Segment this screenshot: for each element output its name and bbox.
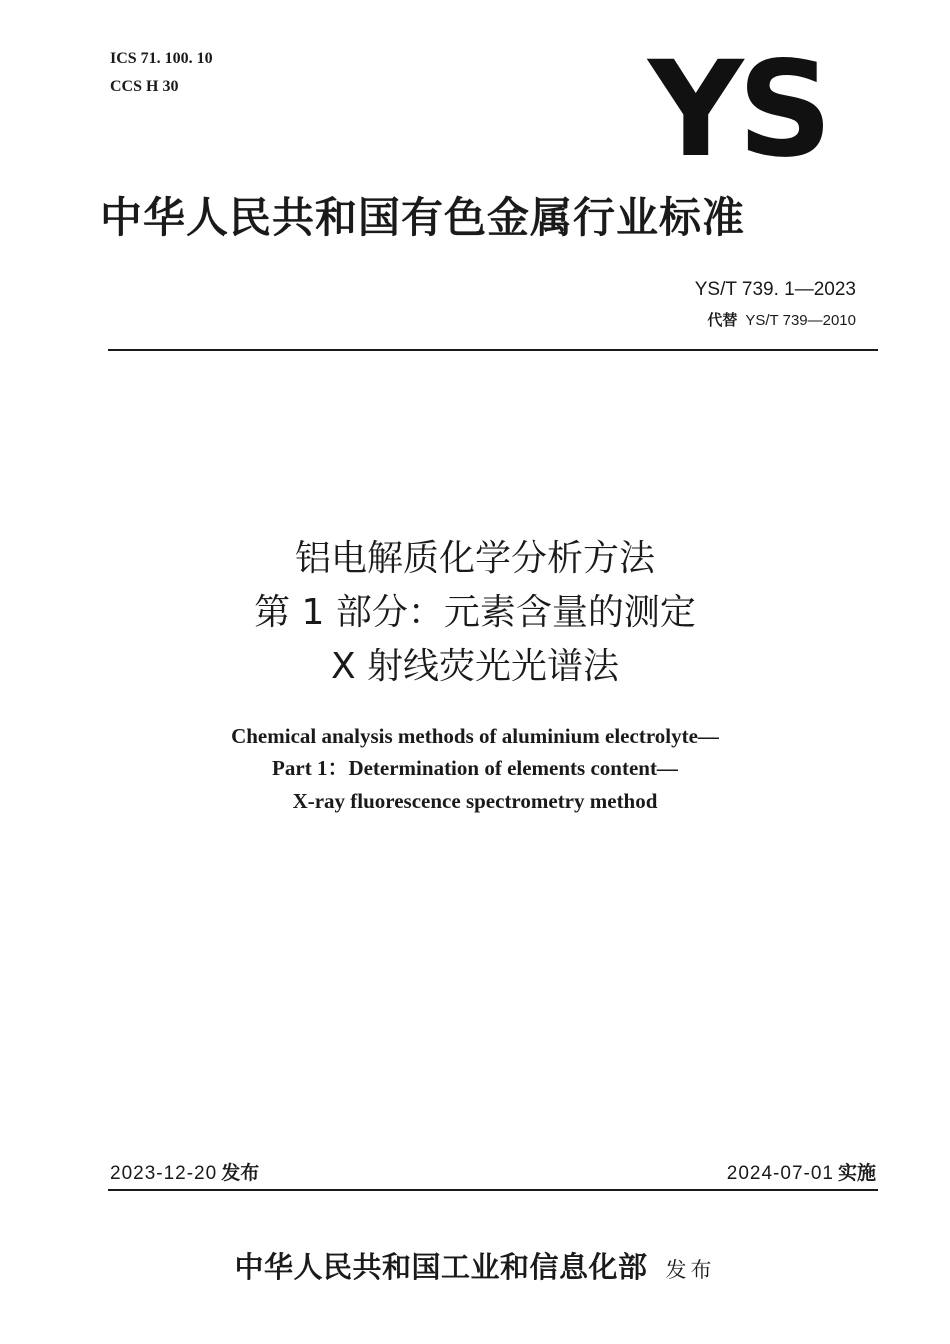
issue-date-label: 发布 [221,1162,260,1184]
issue-date [110,1160,259,1187]
top-divider [108,349,878,351]
bottom-divider [108,1189,878,1191]
standard-number: YS/T 739. 1—2023 [694,279,856,300]
issuer-name: 中华人民共和国工业和信息化部 [234,1250,648,1284]
issue-date-value: 2023-12-20 [110,1163,218,1184]
replaces-line [707,310,856,331]
title-cn-line-3: X 射线荧光光谱法 [330,646,620,687]
ics-code: ICS 71. 100. 10 [110,50,213,67]
standard-category-header: 中华人民共和国有色金属行业标准 [100,193,746,242]
implementation-date-value: 2024-07-01 [726,1163,834,1184]
issuer-action: 发布 [665,1258,716,1282]
title-cn-line-2: 第 1 部分：元素含量的测定 [254,592,696,633]
title-en-line-1: Chemical analysis methods of aluminium electrolyte— [231,724,719,748]
implementation-date [727,1160,876,1187]
replaced-standard-number: YS/T 739—2010 [745,312,856,329]
title-en-line-2: Part 1：Determination of elements content— [272,756,678,780]
replaces-prefix: 代替 [707,311,738,329]
implementation-date-label: 实施 [837,1162,876,1184]
title-cn-line-1: 铝电解质化学分析方法 [294,538,655,579]
issuer [0,1248,950,1289]
ys-logo: YS [648,33,827,187]
ccs-code: CCS H 30 [110,78,179,95]
title-en-line-3: X-ray fluorescence spectrometry method [292,789,658,813]
